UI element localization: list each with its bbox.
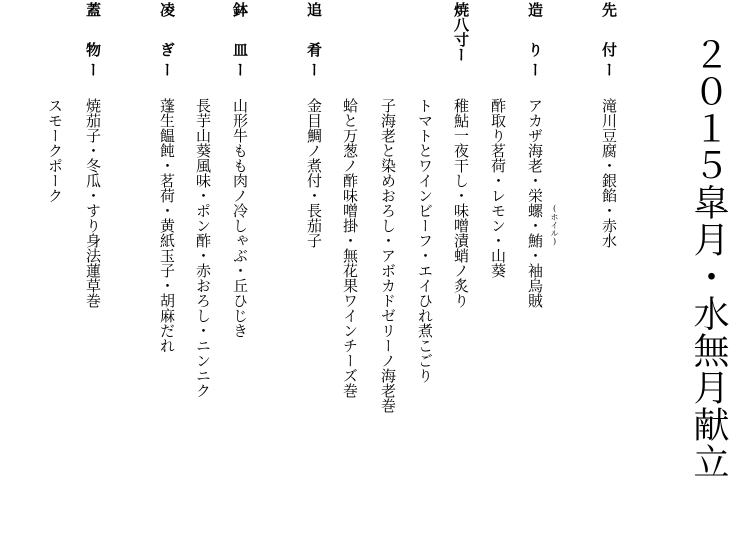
dish-item: 蛤と万葱ノ酢味噌掛・無花果ワインチーズ巻 [341,98,359,398]
course-label: 凌 ぎー [158,2,176,82]
course-oizakana-dish-col [302,0,326,538]
dish-item: 焼茄子・冬瓜・すり身法蓮草巻 [84,98,102,308]
course-futamono-dish-col-2 [43,0,67,538]
course-label: 先 付ー [600,2,618,82]
dish-item: 酢取り茗荷・レモン・山葵 [489,98,507,278]
course-tsukuri-dish-col-2 [486,0,510,538]
course-label: 蓋 物ー [84,2,102,82]
dish-item: アカザ海老・栄螺・鮪・袖烏賊 [526,98,544,308]
course-label: 焼八寸ー [452,2,470,62]
menu-title: ２０１５皐月・水無月献立 [688,36,729,480]
dish-item: 蓬生饂飩・茗荷・黄紙玉子・胡麻だれ [158,98,176,353]
course-label: 鉢 皿ー [231,2,249,82]
dish-item: 滝川豆腐・銀餡・赤水 [600,98,618,248]
dish-item: 長芋山葵風味・ポン酢・赤おろし・ニンニク [194,98,212,398]
course-label: 追 肴ー [305,2,323,82]
course-hachizara-dish-col-2 [191,0,215,538]
course-futamono-dish-col-1 [81,0,105,538]
course-yakihassun-dish-col-2 [413,0,437,538]
course-yakihassun-dish-col-3 [376,0,400,538]
course-shinogi-dish-col [155,0,179,538]
course-hachizara-dish-col-1 [228,0,252,538]
course-tsukuri-dish-col-1 [523,0,547,538]
dish-item: スモークポーク [46,98,64,203]
ruby-annotation: (ホイル) [550,204,559,246]
course-sakizuke-dish-col [597,0,621,538]
dish-item: 子海老と染めおろし・アボカドゼリーノ海老巻 [379,98,397,413]
dish-item: 金目鯛ノ煮付・長茄子 [305,98,323,248]
dish-item: 稚鮎一夜干し・味噌漬蛸ノ炙り [452,98,470,308]
course-yakihassun-dish-col-4 [338,0,362,538]
course-yakihassun-dish-col-1 [449,0,473,538]
course-label: 造 りー [526,2,544,82]
dish-item: 山形牛もも肉ノ冷しゃぶ・丘ひじき [231,98,249,338]
dish-item: トマトとワインビーフ・エイひれ煮こごり [416,98,434,383]
